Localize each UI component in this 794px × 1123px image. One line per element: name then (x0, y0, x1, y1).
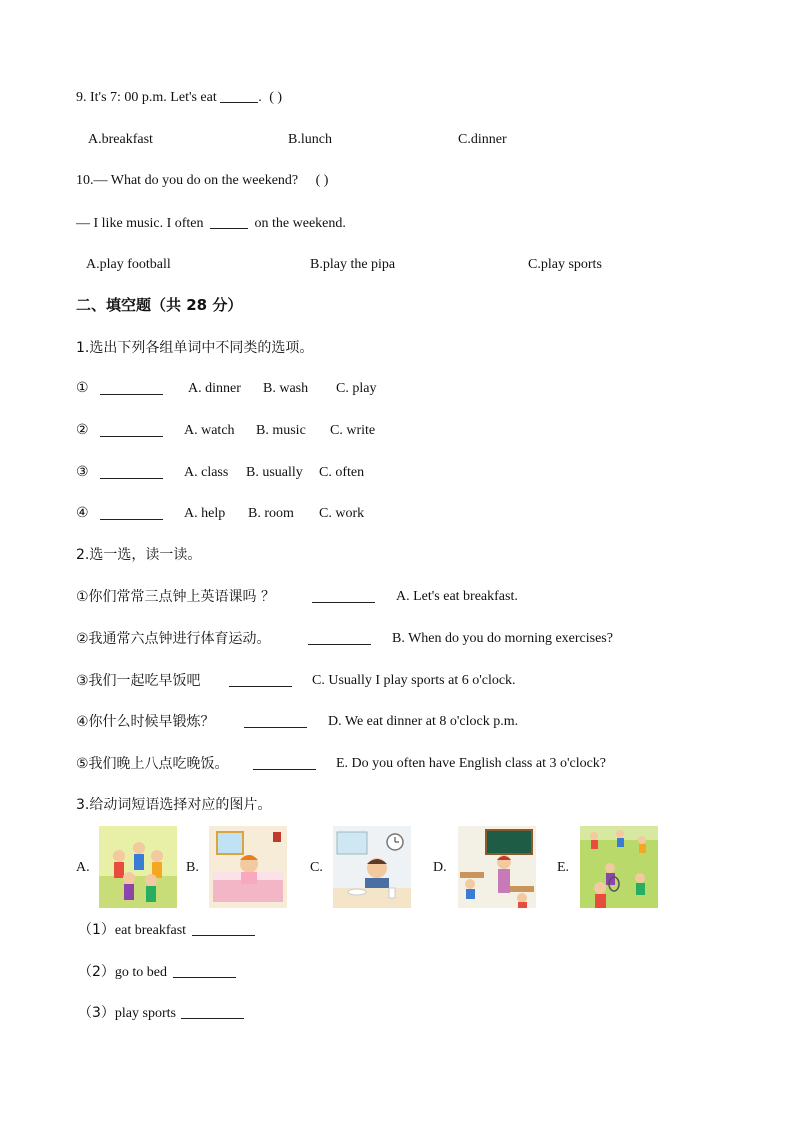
picture-label-e: E. (557, 860, 570, 875)
boy-eating-illustration (333, 826, 411, 908)
part1-row-num: ④ (76, 506, 89, 521)
option-a[interactable]: A. help (184, 506, 226, 521)
picture-label-a: A. (76, 860, 90, 875)
answer-blank[interactable] (100, 380, 163, 395)
picture-a-children-playing[interactable] (99, 826, 177, 908)
part2-english-option[interactable]: B. When do you do morning exercises? (392, 631, 613, 646)
q9-suffix: . (258, 90, 262, 105)
answer-blank[interactable] (181, 1004, 244, 1019)
part2-english-option[interactable]: C. Usually I play sports at 6 o'clock. (312, 673, 516, 688)
q9-option-a[interactable]: A.breakfast (88, 132, 153, 147)
part3-item-text: go to bed (114, 965, 168, 980)
picture-e-playground-sports[interactable] (580, 826, 658, 908)
part3-item (78, 963, 236, 982)
q9-option-b[interactable]: B.lunch (288, 132, 332, 147)
answer-blank[interactable] (312, 588, 375, 603)
part3-item (78, 1004, 244, 1023)
part3-item-num: （1） (78, 922, 115, 938)
q9-blank[interactable] (220, 88, 258, 103)
picture-label-b: B. (186, 860, 199, 875)
girl-in-bed-illustration (209, 826, 287, 908)
part1-row-num: ② (76, 423, 89, 438)
q9-question (76, 88, 282, 107)
q10-option-a[interactable]: A.play football (86, 257, 171, 272)
picture-c-boy-eating[interactable] (333, 826, 411, 908)
part2-title: 2.选一选，读一读。 (76, 547, 202, 563)
q10-paren: ( ) (315, 173, 329, 188)
part3-item-text: play sports (114, 1006, 176, 1021)
option-c[interactable]: C. work (319, 506, 365, 521)
part2-english-option[interactable]: D. We eat dinner at 8 o'clock p.m. (328, 714, 519, 729)
answer-blank[interactable] (173, 963, 236, 978)
answer-blank[interactable] (308, 630, 371, 645)
picture-label-c: C. (310, 860, 323, 875)
children-playing-illustration (99, 826, 177, 908)
q9-prefix: 9. It's 7: 00 p.m. Let's eat (76, 90, 217, 105)
part3-item-text: eat breakfast (114, 923, 187, 938)
option-c[interactable]: C. play (336, 381, 377, 396)
part2-chinese-sentence: ④你什么时候早锻炼？ (76, 714, 215, 730)
picture-label-d: D. (433, 860, 447, 875)
q9-option-c[interactable]: C.dinner (458, 132, 507, 147)
q10-option-b[interactable]: B.play the pipa (310, 257, 396, 272)
q10-answer-prefix: — I like music. I often (76, 216, 204, 231)
picture-b-girl-in-bed[interactable] (209, 826, 287, 908)
q10-question-text: 10.— What do you do on the weekend? (76, 173, 299, 188)
part3-item (78, 921, 255, 940)
option-c[interactable]: C. often (319, 465, 365, 480)
answer-blank[interactable] (244, 713, 307, 728)
part3-item-num: （2） (78, 964, 115, 980)
option-b[interactable]: B. room (248, 506, 294, 521)
playground-sports-illustration (580, 826, 658, 908)
option-b[interactable]: B. wash (263, 381, 309, 396)
answer-blank[interactable] (192, 921, 255, 936)
section-heading: 二、填空题（共 28 分） (76, 296, 243, 314)
part1-title: 1.选出下列各组单词中不同类的选项。 (76, 340, 314, 356)
q10-question (76, 172, 328, 190)
answer-blank[interactable] (100, 422, 163, 437)
part1-row-num: ③ (76, 465, 89, 480)
part2-chinese-sentence: ②我通常六点钟进行体育运动。 (76, 631, 271, 647)
answer-blank[interactable] (229, 672, 292, 687)
q10-answer (76, 214, 346, 233)
part2-chinese-sentence: ⑤我们晚上八点吃晚饭。 (76, 756, 229, 772)
option-a[interactable]: A. class (184, 465, 229, 480)
part2-chinese-sentence: ①你们常常三点钟上英语课吗 ？ (76, 589, 276, 605)
classroom-illustration (458, 826, 536, 908)
option-a[interactable]: A. dinner (188, 381, 241, 396)
q9-paren: ( ) (269, 90, 283, 105)
answer-blank[interactable] (100, 505, 163, 520)
option-b[interactable]: B. music (256, 423, 306, 438)
option-b[interactable]: B. usually (246, 465, 303, 480)
part1-row-num: ① (76, 381, 89, 396)
q10-blank[interactable] (210, 214, 248, 229)
picture-d-classroom[interactable] (458, 826, 536, 908)
part3-title: 3.给动词短语选择对应的图片。 (76, 797, 272, 813)
part2-english-option[interactable]: A. Let's eat breakfast. (396, 589, 518, 604)
answer-blank[interactable] (100, 464, 163, 479)
q10-option-c[interactable]: C.play sports (528, 257, 602, 272)
part2-english-option[interactable]: E. Do you often have English class at 3 o'clock? (336, 756, 607, 771)
q10-answer-suffix: on the weekend. (254, 216, 346, 231)
answer-blank[interactable] (253, 755, 316, 770)
part2-chinese-sentence: ③我们一起吃早饭吧 (76, 673, 201, 689)
part3-item-num: （3） (78, 1005, 115, 1021)
option-a[interactable]: A. watch (184, 423, 235, 438)
option-c[interactable]: C. write (330, 423, 376, 438)
